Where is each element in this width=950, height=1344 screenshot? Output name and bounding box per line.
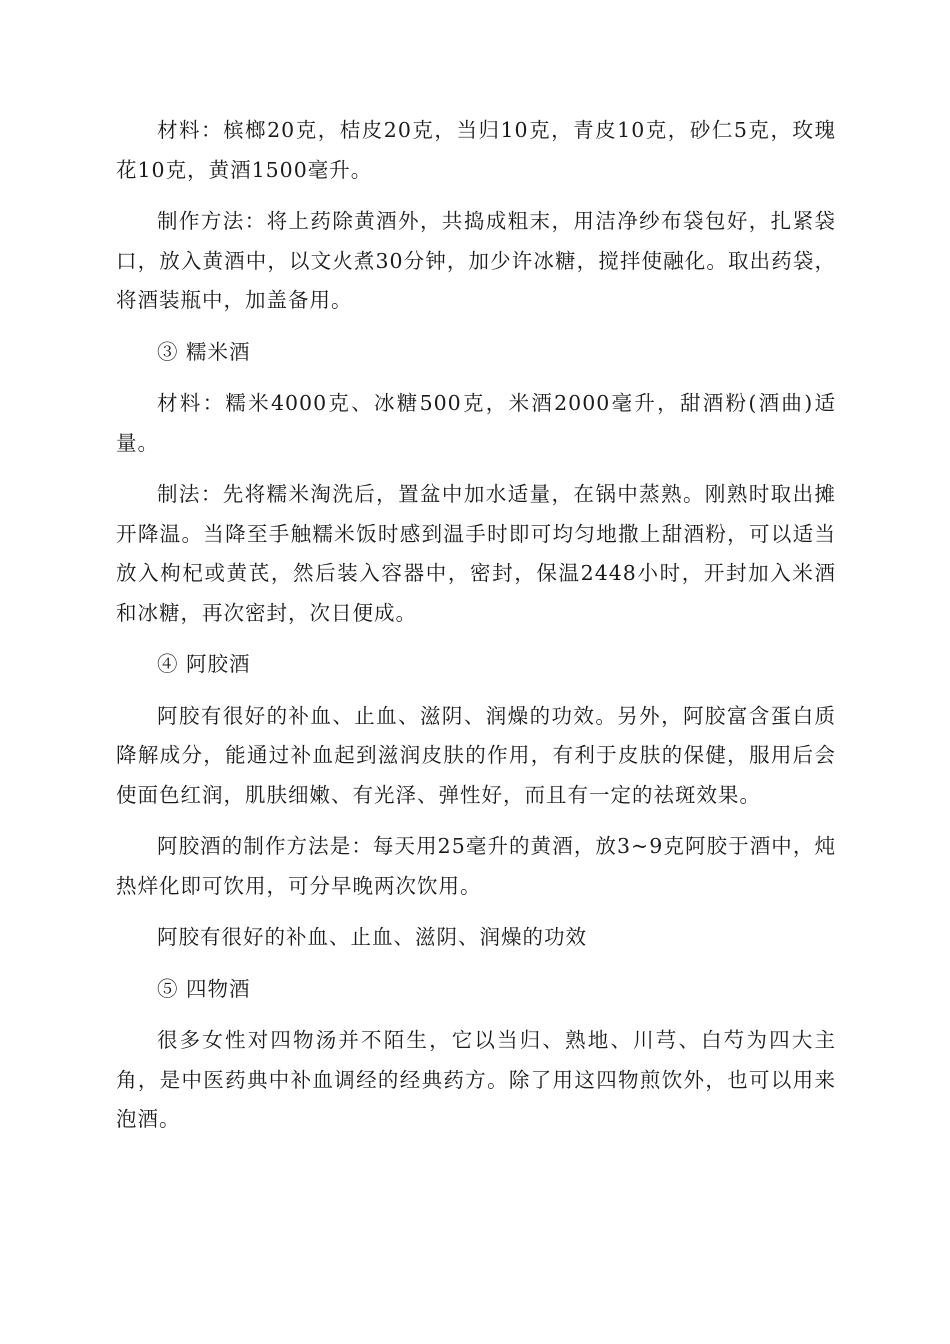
paragraph-materials-2: 材料：糯米4000克、冰糖500克，米酒2000毫升，甜酒粉(酒曲)适量。 — [116, 391, 836, 455]
section-heading-glutinous-rice-wine: ③ 糯米酒 — [157, 339, 251, 364]
document-body — [116, 111, 836, 1152]
paragraph-ejiao-benefits: 阿胶有很好的补血、止血、滋阴、润燥的功效。另外，阿胶富含蛋白质降解成分，能通过补血起到滋润皮肤的作用，有利于皮肤的保健，服用后会使面色红润，肌肤细嫩、有光泽、弹性好，而且有一定的祛斑效果。 — [116, 703, 836, 807]
paragraph-method-1: 制作方法：将上药除黄酒外，共捣成粗末，用洁净纱布袋包好，扎紧袋口，放入黄酒中，以文火煮30分钟，加少许冰糖，搅拌使融化。取出药袋，将酒装瓶中，加盖备用。 — [116, 209, 836, 312]
paragraph-method-2: 制法：先将糯米淘洗后，置盆中加水适量，在锅中蒸熟。刚熟时取出摊开降温。当降至手触糯米饭时感到温手时即可均匀地撒上甜酒粉，可以适当放入枸杞或黄芪，然后装入容器中，密封，保温2448小时，开封加入米酒和冰糖，再次密封，次日便成。 — [116, 482, 836, 625]
paragraph-ejiao-method: 阿胶酒的制作方法是：每天用25毫升的黄酒，放3~9克阿胶于酒中，炖热烊化即可饮用，可分早晚两次饮用。 — [116, 834, 836, 898]
paragraph-ejiao-summary: 阿胶有很好的补血、止血、滋阴、润燥的功效 — [157, 925, 587, 949]
section-heading-ejiao-wine: ④ 阿胶酒 — [157, 652, 251, 676]
paragraph-materials-1: 材料：槟榔20克，桔皮20克，当归10克，青皮10克，砂仁5克，玫瑰花10克，黄酒1500毫升。 — [116, 118, 836, 182]
section-heading-siwu-wine: ⑤ 四物酒 — [157, 976, 251, 1001]
paragraph-siwu-intro: 很多女性对四物汤并不陌生，它以当归、熟地、川芎、白芍为四大主角，是中医药典中补血调经的经典药方。除了用这四物煎饮外，也可以用来泡酒。 — [116, 1028, 836, 1131]
